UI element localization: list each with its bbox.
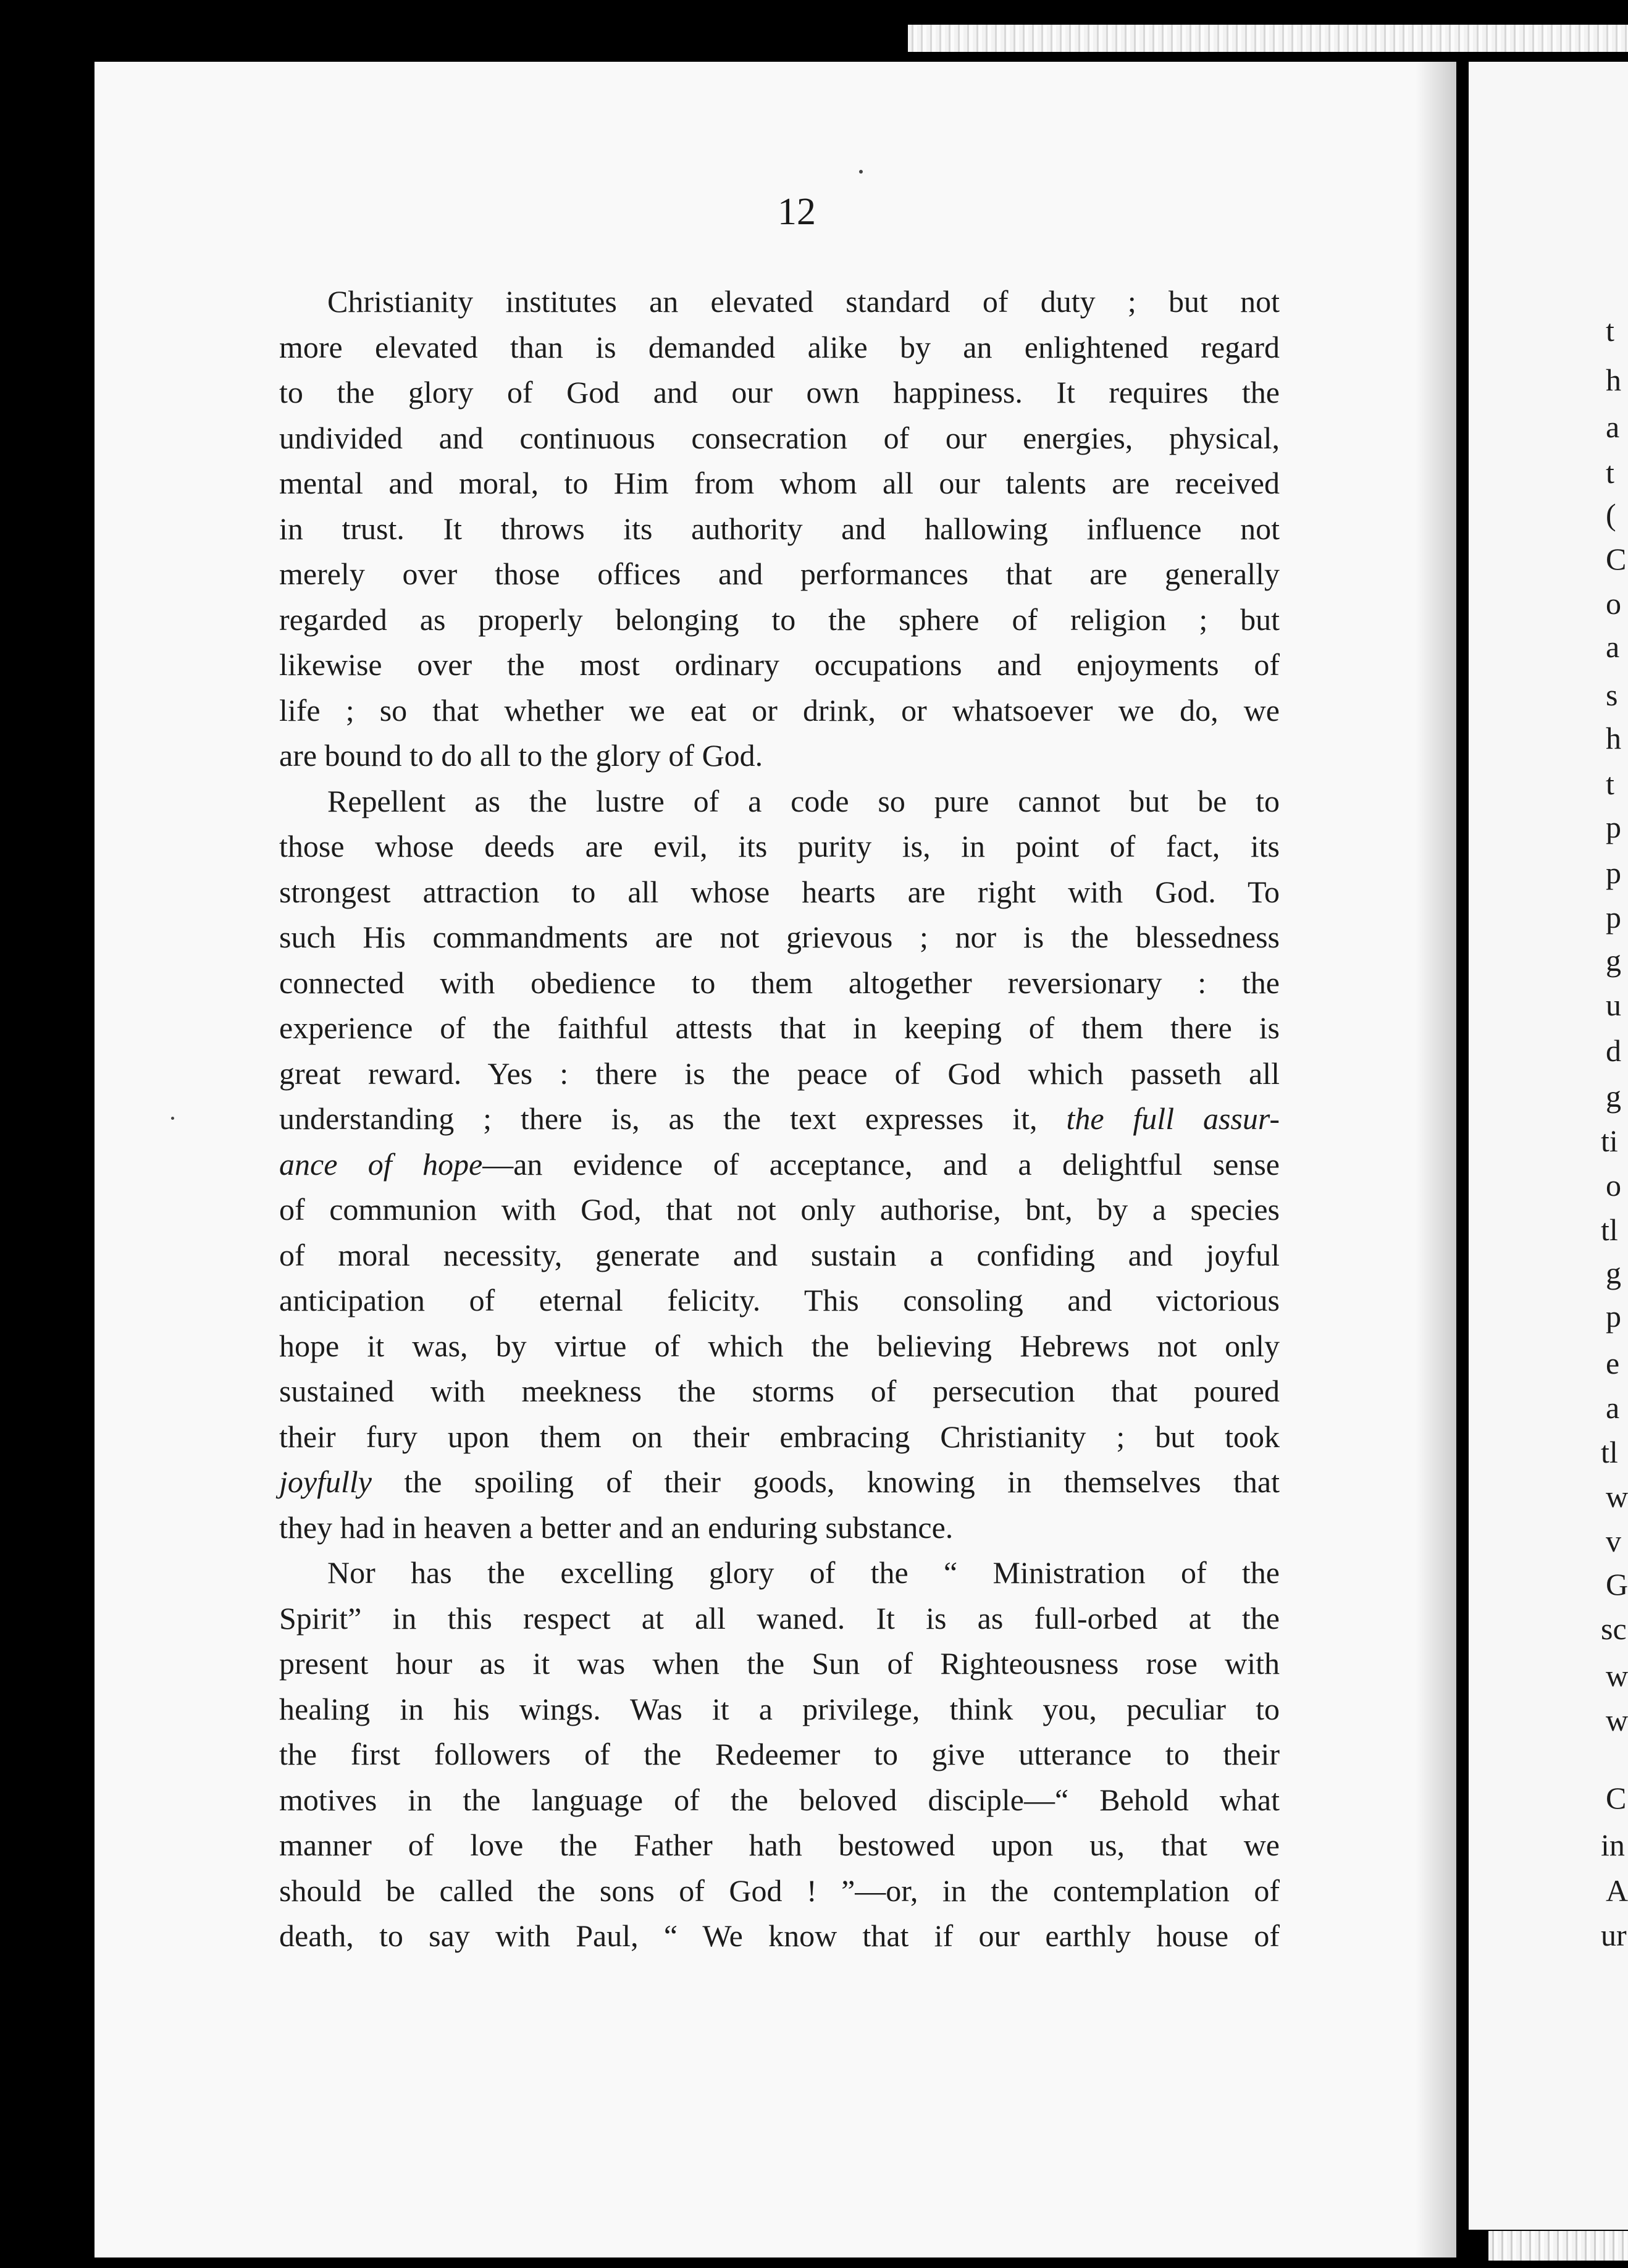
facing-page-fragment: w	[1606, 1658, 1628, 1693]
text-line: should be called the sons of God ! ”—or, in the contemplation of	[279, 1873, 1280, 1908]
text-span: understanding ; there is, as the text expresses it,	[279, 1101, 1038, 1136]
facing-page-fragment: tl	[1601, 1435, 1618, 1469]
text-line: regarded as properly belonging to the sphere of religion ; but	[279, 602, 1280, 637]
text-line: manner of love the Father hath bestowed upon us, that we	[279, 1828, 1280, 1862]
facing-page-fragment: o	[1606, 586, 1621, 621]
italic-phrase: ance of hope	[279, 1146, 483, 1182]
text-line: motives in the language of the beloved disciple—“ Behold what	[279, 1782, 1280, 1817]
facing-page-fragment: tl	[1601, 1212, 1618, 1247]
facing-page-fragment: e	[1606, 1346, 1620, 1380]
text-line: are bound to do all to the glory of God.	[279, 738, 763, 773]
facing-page-fragment: s	[1606, 678, 1618, 712]
facing-page-fragment: g	[1606, 1079, 1621, 1114]
facing-page-fragment: ti	[1601, 1124, 1618, 1158]
text-line: mental and moral, to Him from whom all our talents are received	[279, 466, 1280, 500]
italic-phrase: joyfully	[279, 1464, 372, 1499]
text-line: of communion with God, that not only authorise, bnt, by a species	[279, 1192, 1280, 1227]
facing-page-fragment: a	[1606, 410, 1620, 444]
text-line: their fury upon them on their embracing Christianity ; but took	[279, 1419, 1280, 1454]
text-line: those whose deeds are evil, its purity is, in point of fact, its	[279, 829, 1280, 863]
facing-page-fragment: C	[1606, 542, 1627, 576]
facing-page-fragment: t	[1606, 455, 1614, 490]
facing-page-fragment: v	[1606, 1524, 1621, 1558]
text-line: Spirit” in this respect at all waned. It is as full-orbed at the	[279, 1600, 1280, 1636]
text-line: undivided and continuous consecration of our energies, physical,	[279, 420, 1280, 455]
text-line: merely over those offices and performances that are generally	[279, 556, 1280, 591]
facing-page-fragment: G	[1606, 1567, 1628, 1602]
facing-page-fragment: in	[1601, 1828, 1625, 1862]
print-speck	[171, 1117, 174, 1120]
italic-phrase: the full assur-	[1066, 1101, 1280, 1136]
text-line: connected with obedience to them altogether reversionary : the	[279, 965, 1280, 1000]
scan-edge-strip-top	[908, 25, 1628, 52]
text-line: sustained with meekness the storms of persecution that poured	[279, 1374, 1280, 1408]
text-line: strongest attraction to all whose hearts are right with God. To	[279, 874, 1280, 909]
text-line: to the glory of God and our own happiness. It requires the	[279, 375, 1280, 410]
text-line: death, to say with Paul, “ We know that if our earthly house of	[279, 1918, 1280, 1953]
facing-page-fragment: p	[1606, 855, 1621, 890]
facing-page-fragment: u	[1606, 988, 1621, 1022]
facing-page-fragment: p	[1606, 810, 1621, 844]
text-line: present hour as it was when the Sun of Righteousness rose with	[279, 1646, 1280, 1681]
page-gutter-shadow	[1416, 62, 1456, 2258]
body-text	[279, 279, 1280, 1959]
facing-page-fragment: g	[1606, 1256, 1621, 1290]
text-line: more elevated than is demanded alike by an enlightened regard	[279, 329, 1280, 364]
text-line: the first followers of the Redeemer to give utterance to their	[279, 1737, 1280, 1771]
facing-page-fragment: p	[1606, 900, 1621, 934]
text-line: in trust. It throws its authority and hallowing influence not	[279, 511, 1280, 546]
text-line: Nor has the excelling glory of the “ Ministration of the	[327, 1555, 1280, 1590]
text-line	[279, 1460, 1280, 1505]
text-span: the spoiling of their goods, knowing in themselves that	[371, 1464, 1280, 1499]
text-line: hope it was, by virtue of which the believing Hebrews not only	[279, 1328, 1280, 1363]
text-line: experience of the faithful attests that in keeping of them there is	[279, 1010, 1280, 1045]
facing-page-fragment: C	[1606, 1781, 1627, 1815]
facing-page-fragment: a	[1606, 629, 1620, 664]
text-line: Christianity institutes an elevated standard of duty ; but not	[327, 284, 1280, 319]
facing-page-fragment: (	[1606, 497, 1616, 532]
facing-page-fragment: o	[1606, 1168, 1621, 1203]
text-line: likewise over the most ordinary occupations and enjoyments of	[279, 647, 1280, 682]
facing-page-fragment: d	[1606, 1033, 1621, 1068]
print-speck	[859, 170, 863, 174]
facing-page-fragment: ur	[1601, 1918, 1627, 1952]
facing-page-fragment: h	[1606, 363, 1621, 397]
text-line: they had in heaven a better and an enduring substance.	[279, 1510, 954, 1545]
facing-page-fragment: a	[1606, 1390, 1620, 1425]
facing-page-fragment: t	[1606, 766, 1614, 801]
text-line: healing in his wings. Was it a privilege, think you, peculiar to	[279, 1691, 1280, 1726]
facing-page-fragment: p	[1606, 1299, 1621, 1334]
facing-page-fragment: w	[1606, 1703, 1628, 1737]
scan-edge-strip-bottom	[1488, 2231, 1628, 2261]
page-number: 12	[778, 191, 816, 233]
facing-page-fragment: h	[1606, 721, 1621, 755]
text-line: such His commandments are not grievous ; nor is the blessedness	[279, 920, 1280, 954]
facing-page-fragment: w	[1606, 1479, 1628, 1514]
facing-page-fragment: g	[1606, 943, 1621, 978]
facing-page-fragment: t	[1606, 313, 1614, 348]
text-line: Repellent as the lustre of a code so pure cannot but be to	[327, 783, 1280, 818]
text-line: of moral necessity, generate and sustain a confiding and joyful	[279, 1237, 1280, 1272]
facing-page-fragment: A	[1606, 1873, 1628, 1908]
text-span: —an evidence of acceptance, and a delightful sense	[482, 1146, 1280, 1182]
text-line: life ; so that whether we eat or drink, or whatsoever we do, we	[279, 692, 1280, 728]
text-line	[279, 1142, 1280, 1188]
text-line	[279, 1096, 1280, 1142]
text-line: anticipation of eternal felicity. This consoling and victorious	[279, 1283, 1280, 1317]
facing-page-fragment: sc	[1601, 1611, 1627, 1646]
text-line: great reward. Yes : there is the peace of God which passeth all	[279, 1056, 1280, 1091]
